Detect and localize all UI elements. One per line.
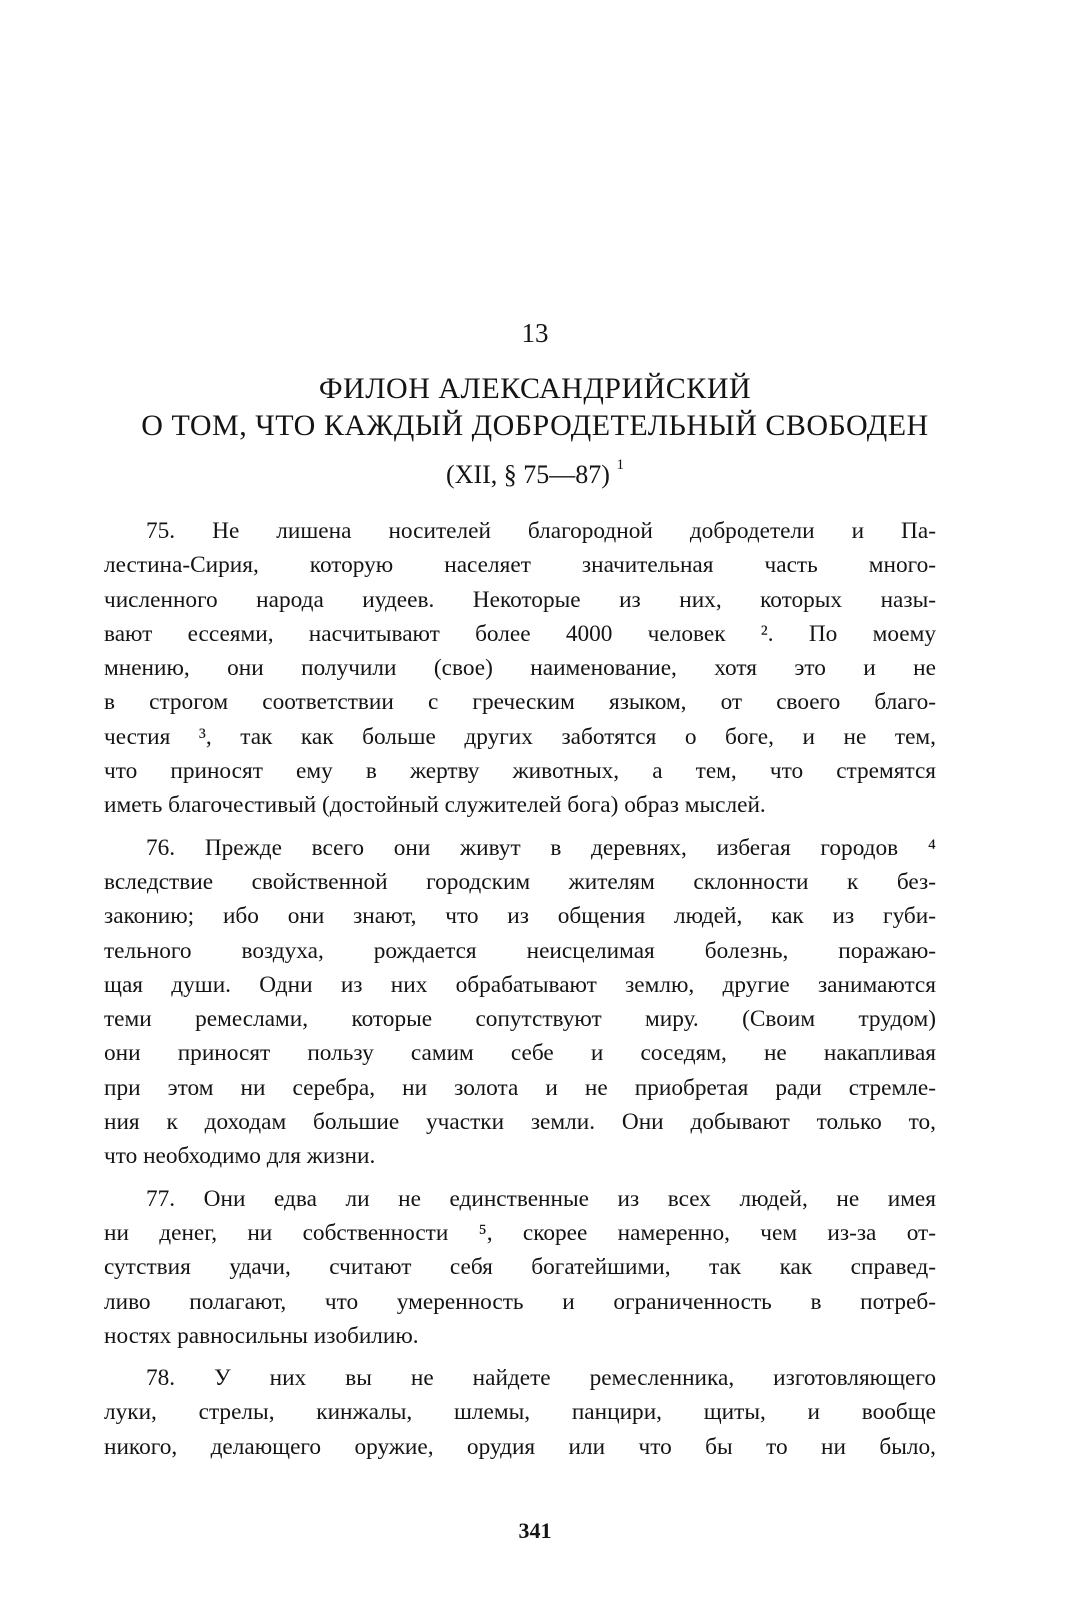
text-line: что необходимо для жизни.	[104, 1143, 376, 1170]
text-line: луки, стрелы, кинжалы, шлемы, панцири, щиты, и вообще	[104, 1399, 936, 1426]
paragraph	[104, 1361, 936, 1464]
section-reference	[0, 457, 1070, 490]
text-line: они приносят пользу самим себе и соседям, не накапливая	[104, 1040, 936, 1067]
body-text	[104, 514, 936, 1472]
footnote-marker: 1	[616, 457, 624, 473]
text-line: никого, делающего оружие, орудия или что бы то ни было,	[104, 1433, 936, 1460]
chapter-title	[0, 370, 1070, 444]
title-author: ФИЛОН АЛЕКСАНДРИЙСКИЙ	[318, 372, 752, 405]
text-line: в строгом соответствии с греческим языком, от своего благо-	[104, 689, 936, 716]
text-line: законию; ибо они знают, что из общения людей, как из губи-	[104, 903, 936, 930]
text-line: численного народа иудеев. Некоторые из них, которых назы-	[104, 586, 936, 613]
paragraph	[104, 1182, 936, 1353]
text-line: теми ремеслами, которые сопутствуют миру. (Своим трудом)	[104, 1006, 936, 1033]
text-line: 76. Прежде всего они живут в деревнях, избегая городов ⁴	[146, 834, 936, 861]
text-line: ни денег, ни собственности ⁵, скорее намеренно, чем из-за от-	[104, 1219, 936, 1246]
text-line: честия ³, так как больше других заботятся о боге, и не тем,	[104, 723, 936, 750]
title-work: О ТОМ, ЧТО КАЖДЫЙ ДОБРОДЕТЕЛЬНЫЙ СВОБОДЕН	[141, 409, 929, 442]
chapter-number: 13	[521, 318, 549, 348]
section-range: (XII, § 75—87)	[446, 460, 610, 489]
text-line: сутствия удачи, считают себя богатейшими, так как справед-	[104, 1254, 936, 1281]
paragraph	[104, 831, 936, 1174]
text-line: ния к доходам большие участки земли. Они добывают только то,	[104, 1109, 936, 1136]
text-line: при этом ни серебра, ни золота и не приобретая ради стремле-	[104, 1074, 936, 1101]
text-line: тельного воздуха, рождается неисцелимая болезнь, поражаю-	[104, 937, 936, 964]
text-line: вают ессеями, насчитывают более 4000 человек ². По моему	[104, 620, 936, 647]
text-line: 75. Не лишена носителей благородной добродетели и Па-	[146, 518, 936, 544]
paragraph	[104, 514, 936, 823]
text-line: что приносят ему в жертву животных, а тем, что стремятся	[104, 758, 936, 785]
text-line: 77. Они едва ли не единственные из всех людей, не имея	[146, 1185, 936, 1212]
text-line: вследствие свойственной городским жителям склонности к без-	[104, 868, 936, 895]
text-line: 78. У них вы не найдете ремесленника, изготовляющего	[146, 1365, 936, 1392]
text-line: щая души. Одни из них обрабатывают землю, другие занимаются	[104, 971, 936, 998]
page-number: 341	[518, 1518, 552, 1543]
text-line: ностях равносильны изобилию.	[104, 1322, 419, 1349]
text-line: ливо полагают, что умеренность и ограниченность в потреб-	[104, 1288, 936, 1315]
text-line: иметь благочестивый (достойный служителей бога) образ мыслей.	[104, 792, 766, 819]
text-line: лестина-Сирия, которую населяет значительная часть много-	[104, 552, 936, 579]
text-line: мнению, они получили (свое) наименование, хотя это и не	[104, 655, 936, 682]
